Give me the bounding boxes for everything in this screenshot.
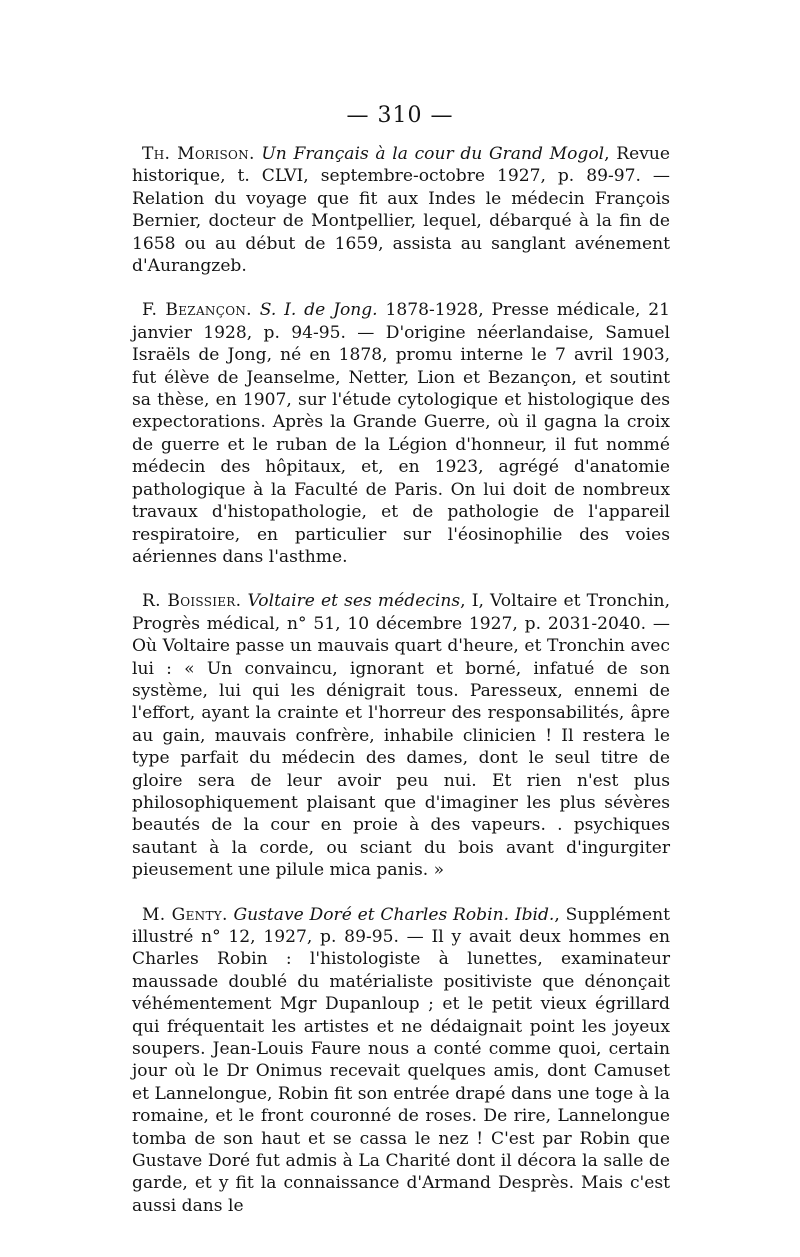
page-number: — 310 —: [346, 103, 454, 128]
entry-work-title: Gustave Doré et Charles Robin. Ibid.: [233, 904, 555, 925]
entry-work-title: S. I. de Jong.: [259, 300, 378, 321]
bibliography-entry: [132, 143, 670, 277]
entry-text: 1878-1928, Presse médicale, 21 janvier 1928, p. 94-95. — D'origine néerlandaise, Samuel Israëls de Jong, né en 1878, promu interne le 7 avril 1903, fut élève de Jeanselme, Netter, Lion et Bezançon, et soutint sa thèse, en 1907, sur l'étude cytologique et histologique des expectorations. Après la Grande Guerre, où il gagna la croix de guerre et le ruban de la Légion d'honneur, il fut nommé médecin des hôpitaux, et, en 1923, agrégé d'anatomie pathologique à la Faculté de Paris. On lui doit de nombreux travaux d'histopathologie, et de pathologie de l'appareil respiratoire, en particulier sur l'éosinophilie des voies aériennes dans l'asthme.: [132, 300, 670, 567]
bibliography-entry: [132, 590, 670, 881]
entry-text: , I, Voltaire et Tronchin, Progrès médical, n° 51, 10 décembre 1927, p. 2031-2040. — Où Voltaire passe un mauvais quart d'heure, et Tronchin avec lui : « Un convaincu, ignorant et borné, infatué de son système, lui qui les dénigrait tous. Paresseux, ennemi de l'effort, ayant la crainte et l'horreur des responsabilités, âpre au gain, mauvais confrère, inhabile clinicien ! Il restera le type parfait du médecin des dames, dont le seul titre de gloire sera de leur avoir peu nui. Et rien n'est plus philosophiquement plaisant que d'imaginer les plus sévères beautés de la cour en proie à des vapeurs. . psychiques sautant à la corde, ou sciant du bois avant d'ingurgiter pieusement une pilule mica panis. »: [132, 591, 670, 881]
bibliography-entries: [132, 143, 670, 1217]
entry-author: Th. Morison.: [142, 144, 255, 164]
entry-text: , Supplément illustré n° 12, 1927, p. 89-95. — Il y avait deux hommes en Charles Robin : l'histologiste à lunettes, examinateur maussade doublé du matérialiste positiviste que dénonçait véhémentement Mgr Dupanloup ; et le petit vieux égrillard qui fréquentait les artistes et ne dédaignait point les joyeux soupers. Jean-Louis Faure nous a conté comme quoi, certain jour où le Dr Onimus recevait quelques amis, dont Camuset et Lannelongue, Robin fit son entrée drapé dans une toge à la romaine, et le front couronné de roses. De rire, Lannelongue tomba de son haut et se cassa le nez ! C'est par Robin que Gustave Doré fut admis à La Charité dont il décora la salle de garde, et y fit la connaissance d'Armand Desprès. Mais c'est aussi dans le: [132, 904, 670, 1216]
entry-author: R. Boissier.: [142, 591, 242, 612]
bibliography-entry: [132, 299, 670, 568]
entry-author: M. Genty.: [142, 904, 228, 925]
entry-author: F. Bezançon.: [142, 300, 252, 321]
entry-work-title: Voltaire et ses médecins: [247, 591, 461, 612]
entry-work-title: Un Français à la cour du Grand Mogol: [261, 144, 605, 164]
bibliography-entry: [132, 904, 670, 1218]
entry-text: , Revue historique, t. CLVI, septembre-octobre 1927, p. 89-97. — Relation du voyage que fit aux Indes le médecin François Bernier, docteur de Montpellier, lequel, débarqué à la fin de 1658 ou au début de 1659, assista au sanglant avénement d'Aurangzeb.: [132, 144, 671, 277]
